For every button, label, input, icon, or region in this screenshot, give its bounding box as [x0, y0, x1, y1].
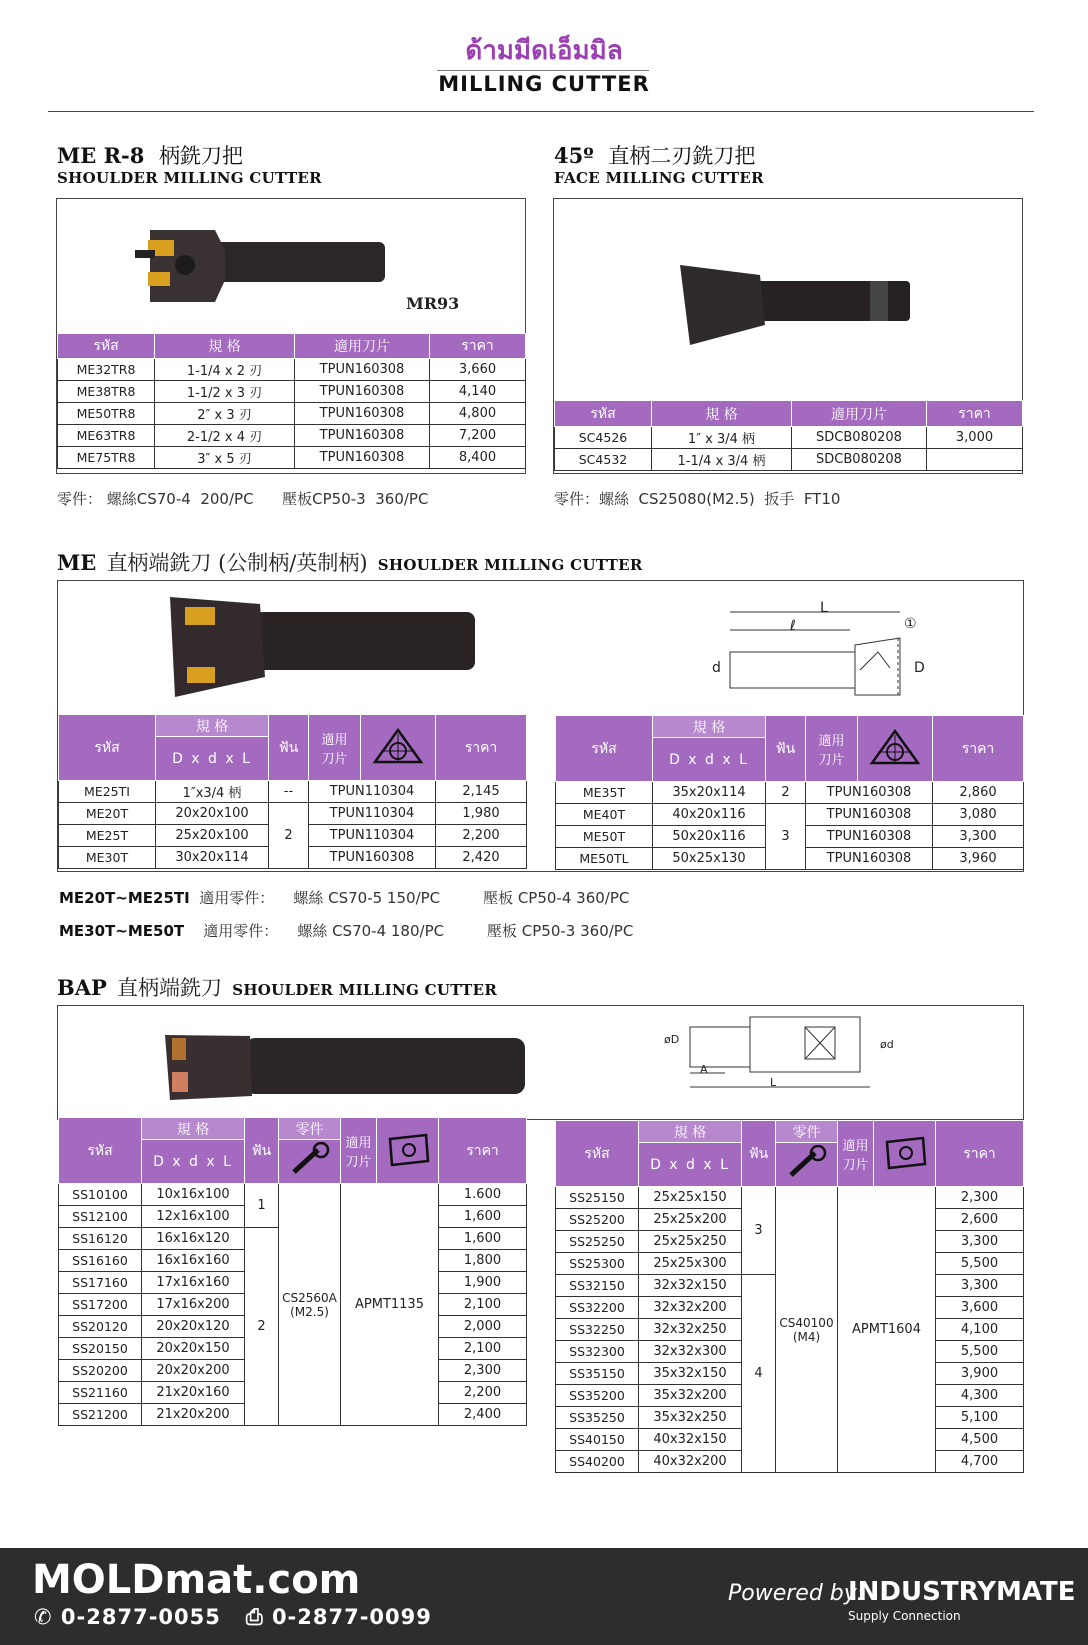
table-row: SS10100 10x16x100 1 CS2560A (M2.5) APMT1135 1.600	[59, 1184, 527, 1206]
table-row: SS12100 12x16x100 1,600	[59, 1206, 527, 1228]
col-spec: 規 格	[142, 1118, 245, 1140]
dim-d: d	[712, 660, 721, 676]
insert-shape-icon	[361, 715, 436, 781]
col-dxl: D x d x L	[639, 1143, 742, 1187]
brand-tagline: Supply Connection	[848, 1609, 961, 1623]
col-price: ราคา	[439, 1118, 527, 1184]
col-price: ราคา	[936, 1121, 1024, 1187]
thai-title: ด้ามมีดเอ็มมิล	[465, 36, 623, 66]
table-row: ME30T 30x20x114 TPUN160308 2,420	[59, 847, 527, 869]
col-spec: 規 格	[652, 401, 792, 427]
dim-note: ①	[904, 616, 917, 632]
fax-number: 0-2877-0099	[271, 1605, 432, 1629]
table-row: ME50TR8 2″ x 3 刃 TPUN160308 4,800	[58, 403, 526, 425]
table-row: SS25150 25x25x150 3 CS40100 (M4) APMT1604 2,300	[556, 1187, 1024, 1209]
col-code: รหัส	[555, 401, 652, 427]
col-parts: 零件	[776, 1121, 838, 1143]
table-row: ME20T 20x20x100 2 TPUN110304 1,980	[59, 803, 527, 825]
table-row: SS16120 16x16x120 2 1,600	[59, 1228, 527, 1250]
screw-icon	[279, 1140, 341, 1184]
dim-L: L	[770, 1076, 777, 1089]
dim-A: A	[700, 1063, 708, 1076]
page-title: MILLING CUTTER	[438, 72, 650, 96]
apmt-insert-icon	[874, 1121, 936, 1187]
col-price: ราคา	[430, 334, 526, 359]
table-row: ME35T 35x20x114 2 TPUN160308 2,860	[556, 782, 1024, 804]
col-price: ราคา	[436, 715, 527, 781]
table-row: SS35200 35x32x200 4,300	[556, 1385, 1024, 1407]
sec3-note-2: ME30T~ME50T 適用零件： 螺絲 CS70-4 180/PC 壓板 CP50-3 360/PC	[59, 922, 634, 940]
table-row: SS32150 32x32x150 4 3,300	[556, 1275, 1024, 1297]
col-teeth: ฟัน	[269, 715, 309, 781]
col-teeth: ฟัน	[766, 716, 806, 782]
table-row: SS32300 32x32x300 5,500	[556, 1341, 1024, 1363]
table-row: SS17160 17x16x160 1,900	[59, 1272, 527, 1294]
header-rule	[48, 111, 1034, 112]
col-spec: 規 格	[156, 715, 269, 737]
face-cutter-image	[670, 255, 920, 355]
table-row: SS40200 40x32x200 4,700	[556, 1451, 1024, 1473]
fax-icon: ⎙	[245, 1605, 264, 1629]
col-price: ราคา	[933, 716, 1024, 782]
col-insert: 適用 刀片	[838, 1121, 874, 1187]
sec2-parts-note: 零件：螺絲 CS25080(M2.5) 扳手 FT10	[554, 490, 841, 508]
table-row: SS20120 20x20x120 2,000	[59, 1316, 527, 1338]
bap-diagram	[665, 1015, 905, 1103]
col-spec: 規 格	[155, 334, 295, 359]
table-row: ME50T 50x20x116 TPUN160308 3,300	[556, 826, 1024, 848]
table-row: ME25T 25x20x100 TPUN110304 2,200	[59, 825, 527, 847]
table-row: SC4532 1-1/4 x 3/4 柄 SDCB080208	[555, 449, 1023, 471]
dim-l: ℓ	[790, 618, 796, 634]
col-insert: 適用 刀片	[806, 716, 858, 782]
sec4-left-table	[58, 1117, 527, 1426]
sec2-table	[554, 400, 1023, 471]
sec2-title: 45º 直柄二刃銑刀把	[554, 143, 756, 168]
col-code: รหัส	[556, 716, 653, 782]
table-row: SS20150 20x20x150 2,100	[59, 1338, 527, 1360]
table-row: ME63TR8 2-1/2 x 4 刃 TPUN160308 7,200	[58, 425, 526, 447]
col-spec: 規 格	[639, 1121, 742, 1143]
col-code: รหัส	[59, 715, 156, 781]
sec1-title: ME R-8 柄銑刀把	[57, 143, 243, 168]
col-insert: 適用 刀片	[309, 715, 361, 781]
table-row: ME50TL 50x25x130 TPUN160308 3,960	[556, 848, 1024, 870]
sec1-subtitle: SHOULDER MILLING CUTTER	[57, 169, 322, 187]
dim-D: D	[914, 660, 925, 676]
sec3-left-table	[58, 714, 527, 869]
table-row: ME40T 40x20x116 3 TPUN160308 3,080	[556, 804, 1024, 826]
col-parts: 零件	[279, 1118, 341, 1140]
shoulder-cutter-image	[130, 220, 400, 310]
contact-line	[34, 1605, 432, 1630]
bap-cutter-image	[160, 1030, 530, 1105]
col-dxl: D x d x L	[142, 1140, 245, 1184]
col-code: รหัส	[58, 334, 155, 359]
apmt-insert-icon	[377, 1118, 439, 1184]
table-row: ME25TI 1″x3/4 柄 -- TPUN110304 2,145	[59, 781, 527, 803]
col-teeth: ฟัน	[742, 1121, 776, 1187]
table-row: SS25200 25x25x200 2,600	[556, 1209, 1024, 1231]
sec3-note-1: ME20T~ME25TI 適用零件： 螺絲 CS70-5 150/PC 壓板 CP50-4 360/PC	[59, 889, 630, 907]
col-dxl: D x d x L	[653, 738, 766, 782]
sec2-subtitle: FACE MILLING CUTTER	[554, 169, 764, 187]
table-row: SS20200 20x20x200 2,300	[59, 1360, 527, 1382]
col-price: ราคา	[927, 401, 1023, 427]
phone-number[interactable]: 0-2877-0055	[60, 1605, 221, 1629]
table-row: SS25300 25x25x300 5,500	[556, 1253, 1024, 1275]
col-insert: 適用刀片	[295, 334, 430, 359]
table-row: SC4526 1″ x 3/4 柄 SDCB080208 3,000	[555, 427, 1023, 449]
table-row: SS32250 32x32x250 4,100	[556, 1319, 1024, 1341]
site-logo[interactable]: MOLDmat.com	[32, 1557, 361, 1603]
dim-L: L	[820, 600, 828, 616]
table-row: ME75TR8 3″ x 5 刃 TPUN160308 8,400	[58, 447, 526, 469]
title-divider	[437, 70, 649, 71]
sec4-right-table	[555, 1120, 1024, 1473]
sec1-image-label: MR93	[406, 294, 460, 313]
table-row: SS35250 35x32x250 5,100	[556, 1407, 1024, 1429]
col-code: รหัส	[556, 1121, 639, 1187]
end-mill-image	[165, 592, 485, 702]
table-row: SS25250 25x25x250 3,300	[556, 1231, 1024, 1253]
dim-D: øD	[664, 1033, 680, 1046]
insert-shape-icon	[858, 716, 933, 782]
col-dxl: D x d x L	[156, 737, 269, 781]
sec4-title: BAP 直柄端銑刀 SHOULDER MILLING CUTTER	[57, 975, 498, 1000]
col-code: รหัส	[59, 1118, 142, 1184]
col-insert: 適用 刀片	[341, 1118, 377, 1184]
table-row: SS40150 40x32x150 4,500	[556, 1429, 1024, 1451]
col-insert: 適用刀片	[792, 401, 927, 427]
table-row: ME32TR8 1-1/4 x 2 刃 TPUN160308 3,660	[58, 359, 526, 381]
phone-icon: ✆	[34, 1605, 53, 1629]
sec1-table	[57, 333, 526, 469]
table-row: ME38TR8 1-1/2 x 3 刃 TPUN160308 4,140	[58, 381, 526, 403]
sec3-title: ME 直柄端銑刀 (公制柄/英制柄) SHOULDER MILLING CUTTER	[57, 550, 643, 575]
col-teeth: ฟัน	[245, 1118, 279, 1184]
table-row: SS32200 32x32x200 3,600	[556, 1297, 1024, 1319]
table-row: SS16160 16x16x160 1,800	[59, 1250, 527, 1272]
table-row: SS21160 21x20x160 2,200	[59, 1382, 527, 1404]
table-row: SS17200 17x16x200 2,100	[59, 1294, 527, 1316]
powered-by: Powered by:	[728, 1581, 865, 1606]
sec1-parts-note: 零件： 螺絲CS70-4 200/PC 壓板CP50-3 360/PC	[57, 490, 429, 508]
table-row: SS21200 21x20x200 2,400	[59, 1404, 527, 1426]
sec3-right-table	[555, 715, 1024, 870]
brand-logo[interactable]: INDUSTRYMATE	[848, 1577, 1076, 1607]
table-row: SS35150 35x32x150 3,900	[556, 1363, 1024, 1385]
screw-icon	[776, 1143, 838, 1187]
col-spec: 規 格	[653, 716, 766, 738]
dim-d: ød	[880, 1038, 894, 1051]
